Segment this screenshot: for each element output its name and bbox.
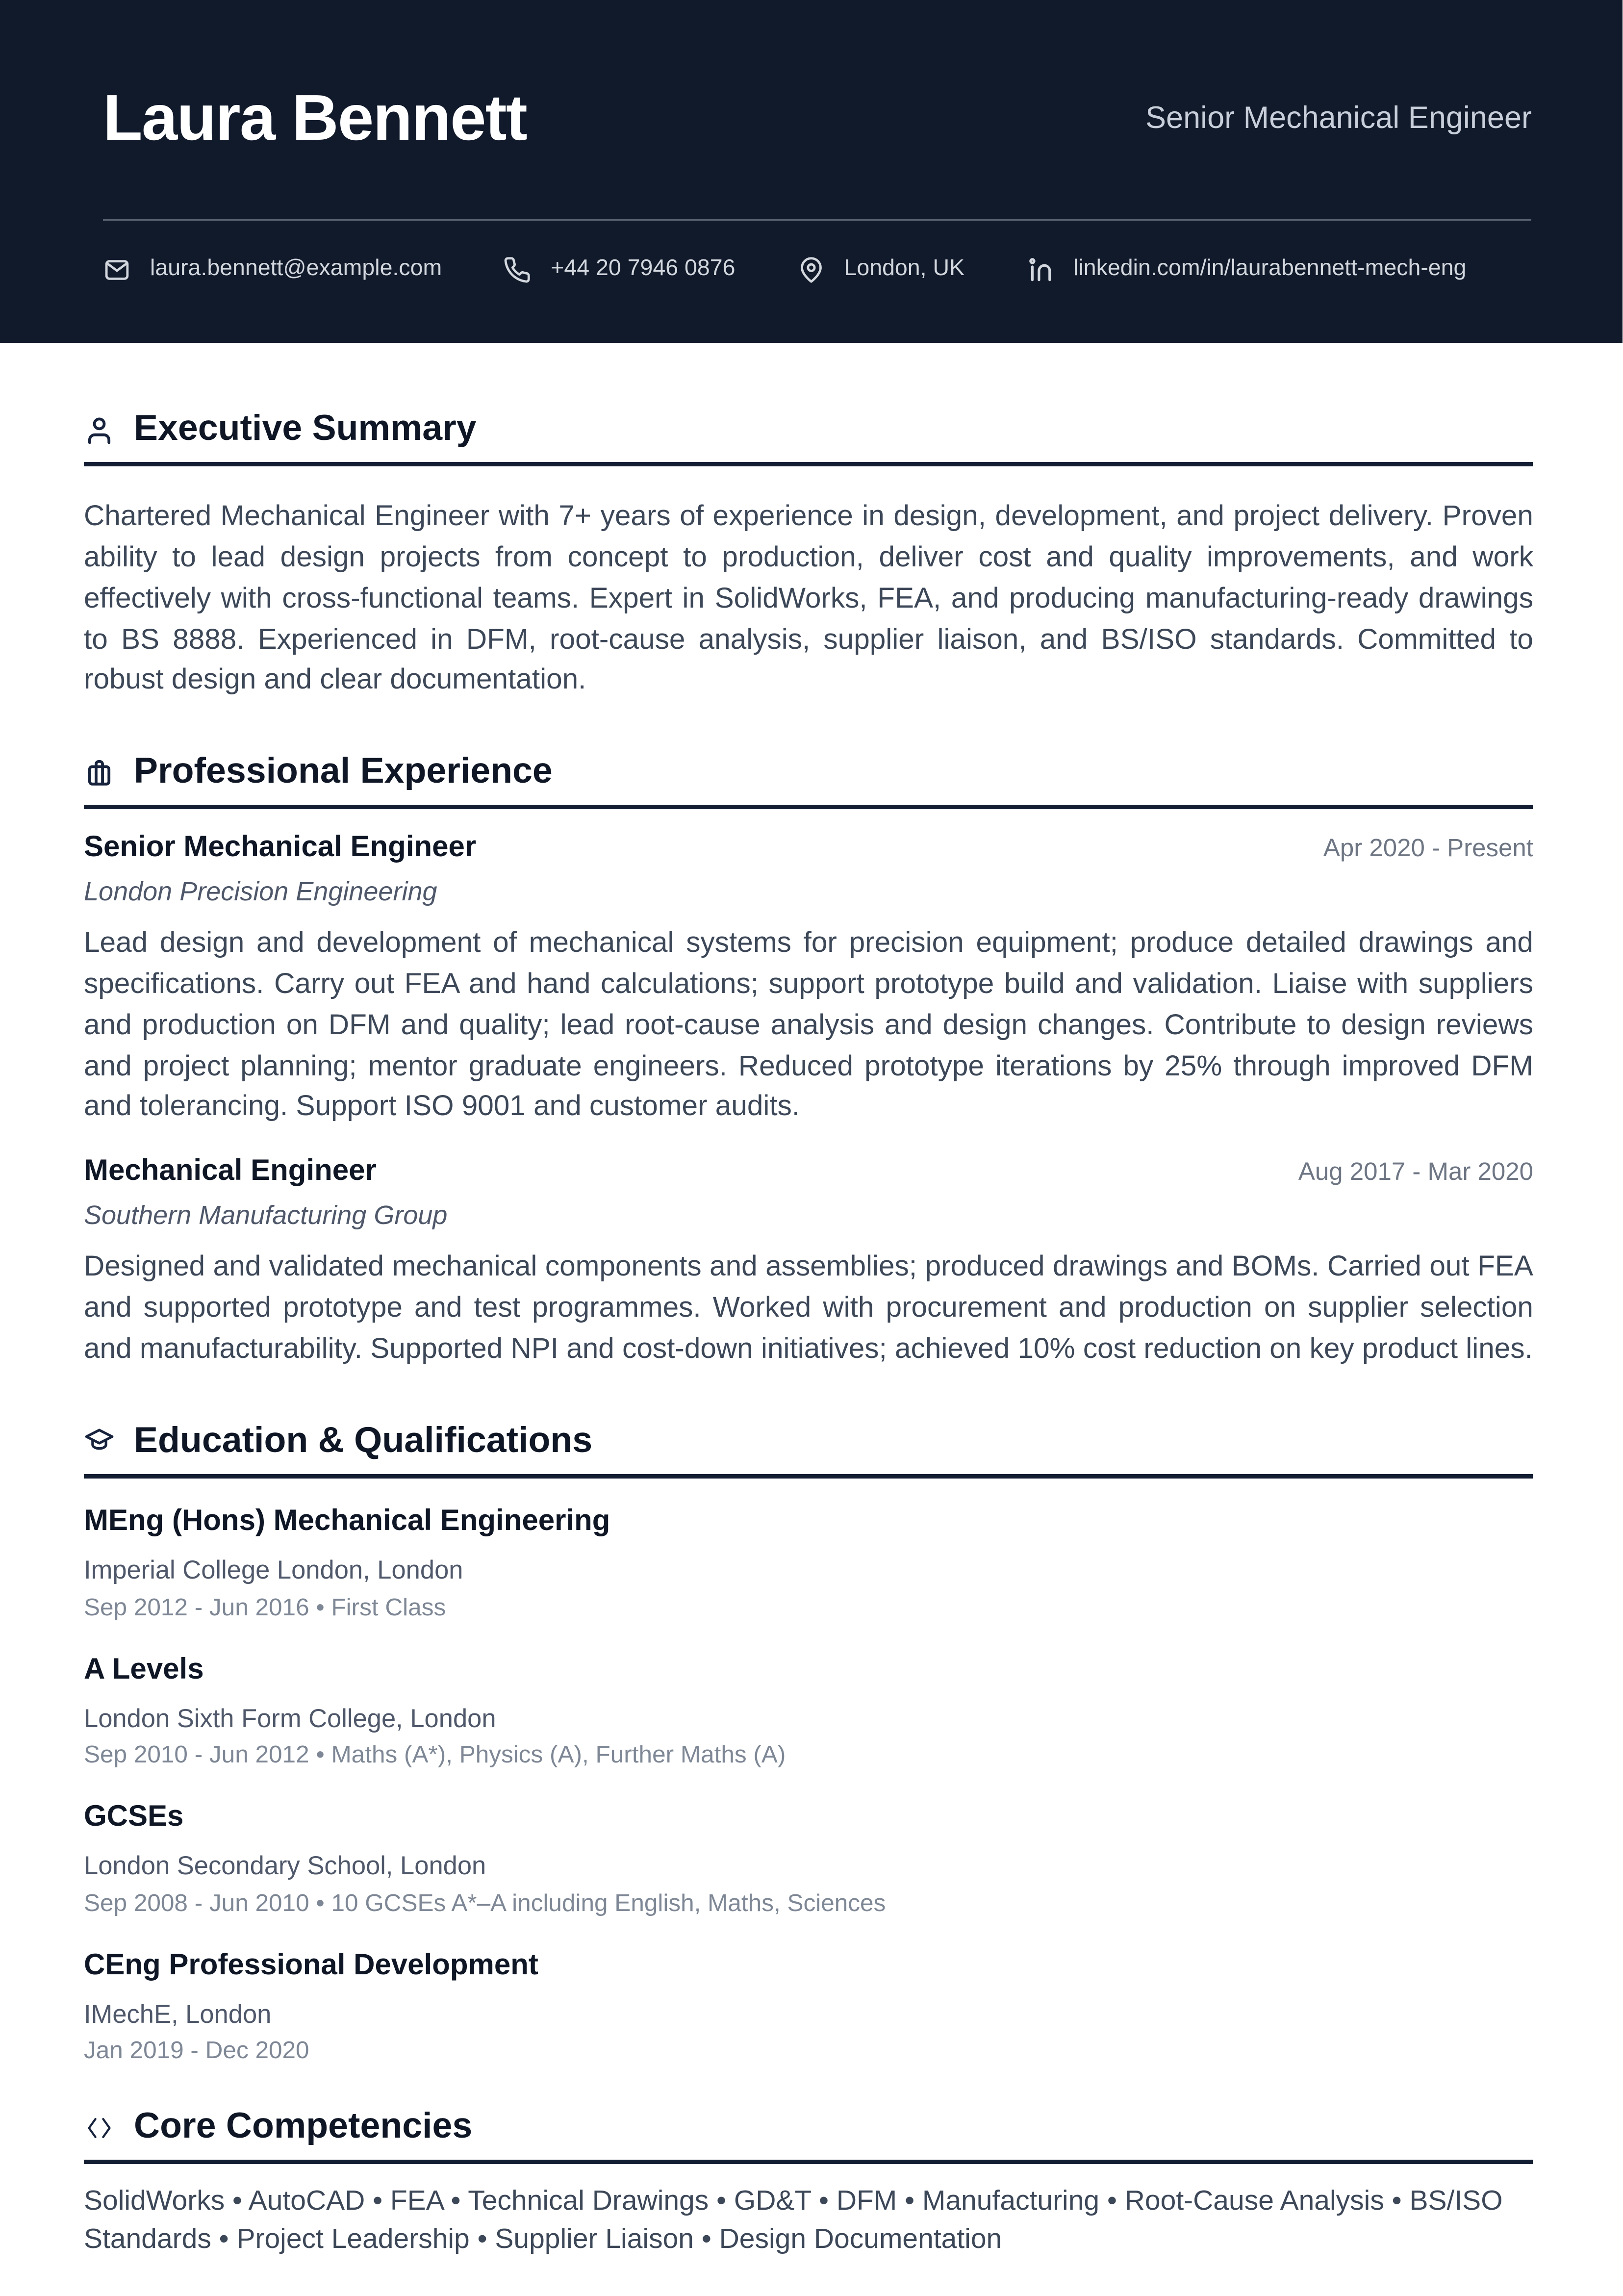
skills-heading-row bbox=[84, 2105, 1533, 2149]
education-meta: Sep 2012 - Jun 2016 • First Class bbox=[84, 1594, 446, 1621]
linkedin-icon bbox=[1026, 255, 1054, 283]
job-company: London Precision Engineering bbox=[84, 877, 437, 907]
education-meta: Sep 2008 - Jun 2010 • 10 GCSEs A*–A including English, Maths, Sciences bbox=[84, 1889, 886, 1916]
resume-body bbox=[0, 408, 1623, 2259]
education-meta: Sep 2010 - Jun 2012 • Maths (A*), Physics (A), Further Maths (A) bbox=[84, 1742, 786, 1769]
header bbox=[0, 0, 1623, 343]
section-executive-summary bbox=[84, 408, 1533, 702]
briefcase-icon bbox=[84, 757, 115, 788]
contact-email[interactable] bbox=[103, 255, 442, 283]
education-institution: IMechE, London bbox=[84, 1998, 272, 2028]
education-institution: London Sixth Form College, London bbox=[84, 1703, 496, 1733]
contact-location bbox=[797, 255, 964, 283]
experience-heading: Professional Experience bbox=[134, 752, 553, 792]
section-professional-experience bbox=[84, 751, 1533, 1371]
job-entry bbox=[84, 830, 1533, 1129]
experience-divider bbox=[84, 805, 1533, 810]
section-education bbox=[84, 1419, 1533, 2067]
contact-email-label: laura.bennett@example.com bbox=[150, 256, 442, 281]
role-subtitle: Senior Mechanical Engineer bbox=[1145, 102, 1532, 136]
job-dates: Aug 2017 - Mar 2020 bbox=[1298, 1158, 1533, 1186]
contact-row bbox=[103, 255, 1532, 283]
map-pin-icon bbox=[797, 255, 825, 283]
graduation-cap-icon bbox=[84, 1426, 115, 1456]
header-divider bbox=[103, 219, 1532, 220]
education-title: A Levels bbox=[84, 1653, 204, 1685]
job-dates: Apr 2020 - Present bbox=[1323, 834, 1533, 863]
education-entry bbox=[84, 1947, 1533, 2067]
user-icon bbox=[84, 414, 115, 445]
person-name: Laura Bennett bbox=[103, 82, 527, 154]
education-entry bbox=[84, 1504, 1533, 1624]
job-title: Senior Mechanical Engineer bbox=[84, 831, 477, 864]
code-icon bbox=[84, 2112, 115, 2143]
mail-icon bbox=[103, 255, 131, 283]
contact-location-label: London, UK bbox=[844, 256, 965, 281]
education-title: GCSEs bbox=[84, 1801, 184, 1834]
contact-linkedin[interactable] bbox=[1026, 255, 1466, 283]
job-description: Designed and validated mechanical components and assemblies; produced drawings and BOMs. Carried out FEA and supported prototype and test programmes. Worked with procurement and production on supplier selection and manufacturability. Supported NPI and cost-down initiatives; achieved 10% cost reduction on key product lines. bbox=[84, 1250, 1533, 1365]
job-description: Lead design and development of mechanical systems for precision equipment; produce detailed drawings and specifications. Carry out FEA and hand calculations; support prototype build and validation. Liaise with suppliers and production on DFM and quality; lead root-cause analysis and design changes. Contribute to design reviews and project planning; mentor graduate engineers. Reduced prototype iterations by 25% through improved DFM and tolerancing. Support ISO 9001 and customer audits. bbox=[84, 927, 1533, 1123]
job-title: Mechanical Engineer bbox=[84, 1155, 377, 1188]
summary-divider bbox=[84, 462, 1533, 467]
phone-icon bbox=[504, 255, 532, 283]
education-entry bbox=[84, 1799, 1533, 1919]
contact-phone-label: +44 20 7946 0876 bbox=[551, 256, 735, 281]
education-entry bbox=[84, 1652, 1533, 1772]
contact-linkedin-label: linkedin.com/in/laurabennett-mech-eng bbox=[1073, 256, 1467, 281]
education-title: MEng (Hons) Mechanical Engineering bbox=[84, 1505, 610, 1538]
education-heading-row bbox=[84, 1419, 1533, 1463]
skills-heading: Core Competencies bbox=[134, 2107, 473, 2147]
job-header-row bbox=[84, 830, 1533, 867]
education-institution: Imperial College London, London bbox=[84, 1555, 463, 1585]
education-title: CEng Professional Development bbox=[84, 1948, 538, 1981]
section-core-competencies bbox=[84, 2105, 1533, 2258]
summary-heading: Executive Summary bbox=[134, 409, 477, 449]
summary-heading-row bbox=[84, 408, 1533, 452]
skills-text: SolidWorks • AutoCAD • FEA • Technical Drawings • GD&T • DFM • Manufacturing • Root-Cause Analysis • BS/ISO Standards • Project Leadership • Supplier Liaison • Design Documentation bbox=[84, 2186, 1503, 2255]
education-divider bbox=[84, 1474, 1533, 1478]
skills-divider bbox=[84, 2160, 1533, 2164]
job-company: Southern Manufacturing Group bbox=[84, 1200, 448, 1230]
education-institution: London Secondary School, London bbox=[84, 1851, 486, 1881]
education-meta: Jan 2019 - Dec 2020 bbox=[84, 2038, 309, 2065]
job-header-row bbox=[84, 1154, 1533, 1191]
summary-text: Chartered Mechanical Engineer with 7+ years of experience in design, development, and project delivery. Proven ability to lead design projects from concept to production, deliver cost and quality improvements, and work effectively with cross-functional teams. Expert in SolidWorks, FEA, and producing manufacturing-ready drawings to BS 8888. Experienced in DFM, root-cause analysis, supplier liaison, and BS/ISO standards. Committed to robust design and clear documentation. bbox=[84, 500, 1533, 697]
contact-phone[interactable] bbox=[504, 255, 735, 283]
header-top-row bbox=[103, 82, 1532, 154]
job-entry bbox=[84, 1154, 1533, 1371]
experience-heading-row bbox=[84, 751, 1533, 795]
education-heading: Education & Qualifications bbox=[134, 1420, 593, 1460]
